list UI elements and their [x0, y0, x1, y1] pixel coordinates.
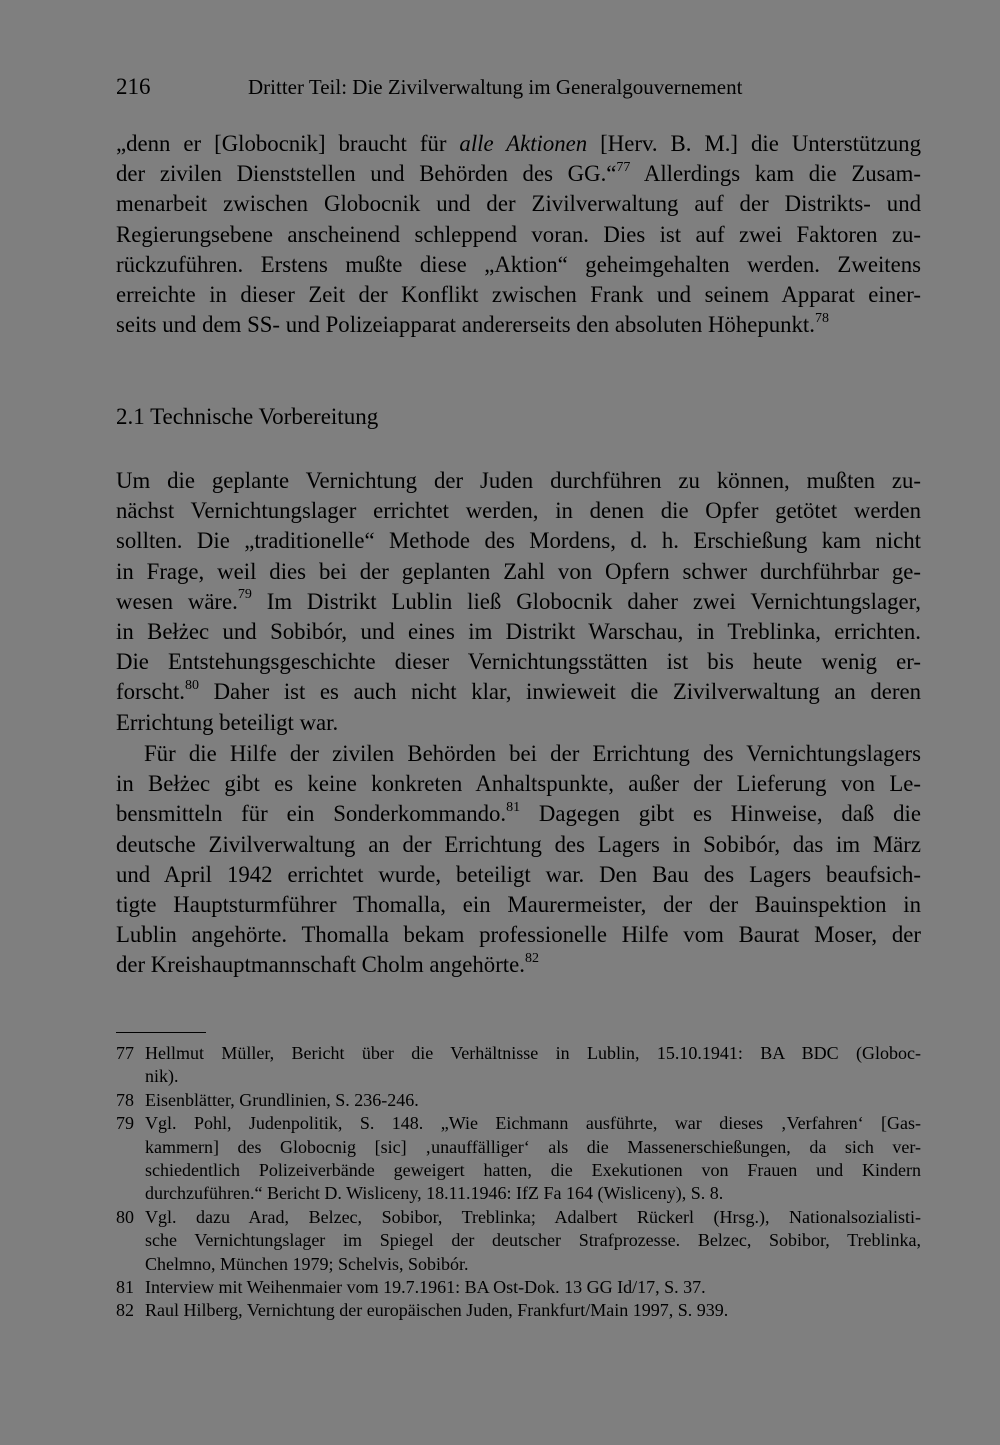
footnote-number: 78 [116, 1089, 134, 1110]
footnote-number: 79 [116, 1113, 134, 1134]
paragraph-2 [116, 466, 921, 738]
footnote-line: Eisenblätter, Grundlinien, S. 236-246. [145, 1089, 419, 1110]
text-run: Dagegen gibt es Hinweise, daß die [520, 801, 921, 827]
footnote-81 [116, 1276, 921, 1299]
text-line: und April 1942 errichtet wurde, beteiligt war. Den Bau des Lagers beaufsich- [116, 861, 921, 887]
page-number: 216 [116, 74, 151, 99]
footnote-ref: 78 [814, 310, 829, 326]
footnote-line: Interview mit Weihenmaier vom 19.7.1961: BA Ost-Dok. 13 GG Id/17, S. 37. [145, 1277, 706, 1298]
text-line: in Bełżec und Sobibór, und eines im Distrikt Warschau, in Treblinka, errichten. [116, 619, 921, 645]
footnote-number: 81 [116, 1277, 134, 1298]
footnote-78 [116, 1089, 921, 1112]
text-run: Daher ist es auch nicht klar, inwieweit die Zivilverwaltung an deren [199, 679, 921, 705]
footnote-line: durchzuführen.“ Bericht D. Wisliceny, 18.11.1946: IfZ Fa 164 (Wisliceny), S. 8. [145, 1183, 724, 1204]
footnote-ref: 79 [237, 587, 252, 603]
text-run: wesen wäre. [116, 588, 238, 614]
footnote-ref: 77 [616, 159, 631, 175]
text-run: Im Distrikt Lublin ließ Globocnik daher zwei Vernichtungslager, [251, 588, 921, 614]
text-run: der Kreishauptmannschaft Cholm angehörte. [116, 952, 525, 978]
text-line: in Bełżec gibt es keine konkreten Anhaltspunkte, außer der Lieferung von Le- [116, 771, 921, 797]
footnotes [116, 1042, 921, 1323]
text-line: Für die Hilfe der zivilen Behörden bei der Errichtung des Vernichtungslagers [144, 741, 921, 766]
text-run: seits und dem SS- und Polizeiapparat andererseits den absoluten Höhepunkt. [116, 312, 815, 338]
footnote-ref: 82 [524, 950, 539, 966]
text-line: erreichte in dieser Zeit der Konflikt zwischen Frank und seinem Apparat einer- [116, 282, 921, 308]
text-run: der zivilen Dienststellen und Behörden des GG.“ [116, 161, 617, 187]
running-title: Dritter Teil: Die Zivilverwaltung im Generalgouvernement [248, 75, 743, 99]
text-run: bensmitteln für ein Sonderkommando. [116, 801, 507, 827]
text-run: forscht. [116, 679, 186, 705]
text-line: Um die geplante Vernichtung der Juden durchführen zu können, mußten zu- [116, 468, 921, 493]
footnote-number: 80 [116, 1206, 134, 1227]
text-line: nächst Vernichtungslager errichtet werden, in denen die Opfer getötet werden [116, 498, 921, 524]
text-line: rückzuführen. Erstens mußte diese „Aktion“ geheimgehalten werden. Zweitens [116, 251, 921, 277]
footnote-line: nik). [145, 1066, 179, 1087]
text-line [116, 159, 921, 189]
footnote-number: 82 [116, 1300, 134, 1321]
running-header [116, 74, 742, 100]
emphasis-text: alle Aktionen [459, 131, 588, 156]
footnote-79 [116, 1112, 921, 1206]
footnote-number: 77 [116, 1043, 134, 1063]
text-line [116, 950, 921, 980]
text-line: tigte Hauptsturmführer Thomalla, ein Maurermeister, der der Bauinspektion in [116, 892, 921, 918]
footnote-divider [116, 1032, 206, 1033]
section-heading: 2.1 Technische Vorbereitung [116, 404, 379, 429]
text-line [116, 129, 921, 159]
footnote-77 [116, 1042, 921, 1089]
footnote-82 [116, 1299, 921, 1322]
footnote-line: Raul Hilberg, Vernichtung der europäischen Juden, Frankfurt/Main 1997, S. 939. [145, 1300, 729, 1321]
text-run: „denn er [Globocnik] braucht für [116, 131, 460, 156]
paragraph-3 [116, 739, 921, 981]
footnote-ref: 80 [185, 677, 200, 693]
text-line: deutsche Zivilverwaltung an der Errichtung des Lagers in Sobibór, das im März [116, 831, 921, 857]
text-line: in Frage, weil dies bei der geplanten Zahl von Opfern schwer durchführbar ge- [116, 558, 921, 584]
footnote-line: schiedentlich Polizeiverbände geweigert hatten, die Exekutionen von Frauen und Kindern [145, 1160, 921, 1181]
text-line [116, 310, 921, 340]
text-line: Errichtung beteiligt war. [116, 709, 339, 735]
footnote-ref: 81 [506, 799, 521, 815]
paragraph-intro [116, 129, 921, 340]
text-line: Regierungsebene anscheinend schleppend voran. Dies ist auf zwei Faktoren zu- [116, 221, 921, 247]
footnote-line: sche Vernichtungslager im Spiegel der deutscher Strafprozesse. Belzec, Sobibor, Treblinka, [145, 1230, 921, 1251]
text-line: menarbeit zwischen Globocnik und der Zivilverwaltung auf der Distrikts- und [116, 191, 921, 217]
footnote-line: Vgl. dazu Arad, Belzec, Sobibor, Treblinka; Adalbert Rückerl (Hrsg.), Nationalsozialisti- [145, 1206, 921, 1227]
footnote-80 [116, 1206, 921, 1276]
footnote-line: Chelmno, München 1979; Schelvis, Sobibór. [145, 1253, 469, 1274]
text-run: Allerdings kam die Zusam- [630, 161, 921, 187]
text-line [116, 587, 921, 617]
text-line [116, 677, 921, 707]
footnote-line: Vgl. Pohl, Judenpolitik, S. 148. „Wie Eichmann ausführte, war dieses ‚Verfahren‘ [Gas- [145, 1113, 921, 1134]
text-line: sollten. Die „traditionelle“ Methode des Mordens, d. h. Erschießung kam nicht [116, 528, 921, 554]
text-line: Lublin angehörte. Thomalla bekam professionelle Hilfe vom Baurat Moser, der [116, 922, 921, 948]
text-run: [Herv. B. M.] die Unterstützung [587, 131, 921, 156]
footnote-line: kammern] des Globocnig [sic] ‚unauffälliger‘ als die Massenerschießungen, da sich ver- [145, 1136, 921, 1157]
footnote-line: Hellmut Müller, Bericht über die Verhältnisse in Lublin, 15.10.1941: BA BDC (Globoc- [145, 1043, 921, 1063]
text-line [116, 799, 921, 829]
text-line: Die Entstehungsgeschichte dieser Vernichtungsstätten ist bis heute wenig er- [116, 649, 921, 675]
